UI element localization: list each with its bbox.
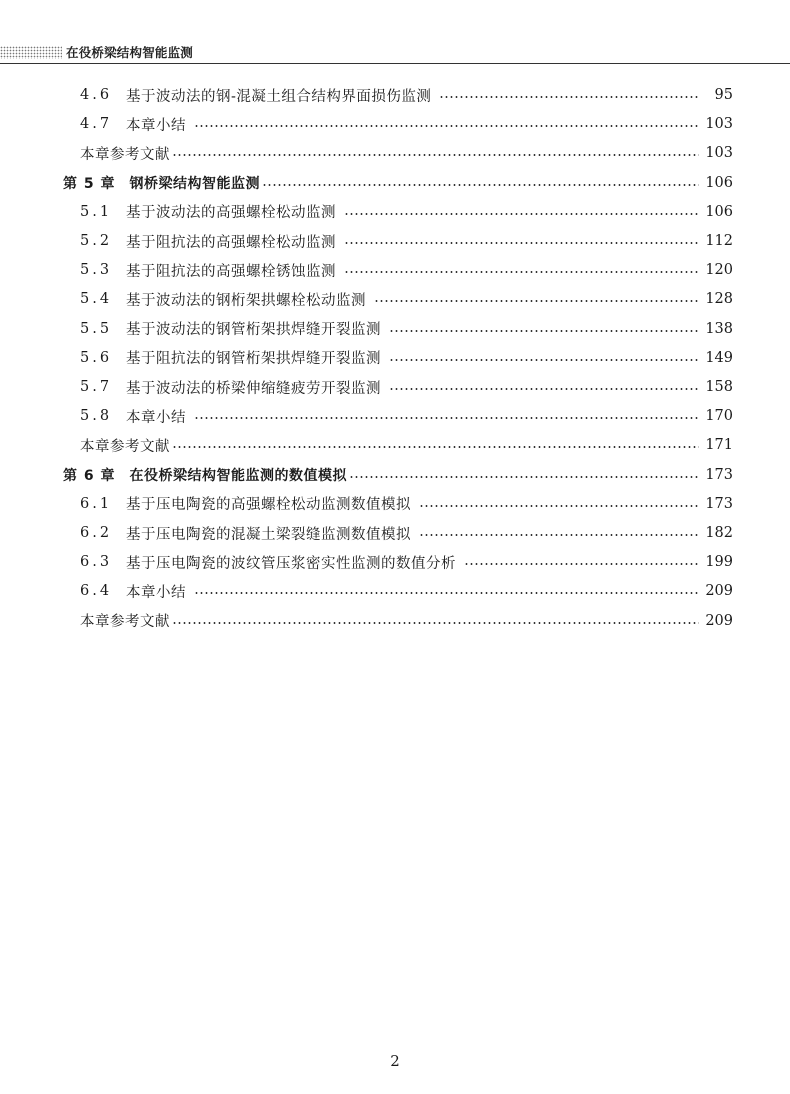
dot-leader [172,446,699,448]
dot-leader [389,388,699,390]
page-ref: 106 [705,174,733,191]
page-ref: 171 [705,437,733,454]
page-ref: 95 [714,87,733,103]
page-number: 2 [390,1052,400,1070]
chapter-number: 第 5 章 [63,175,116,192]
toc-section-row [80,286,733,312]
dot-leader [194,417,699,419]
toc-section-row [80,316,733,342]
section-number: 5.5 [80,320,113,337]
page-ref: 209 [705,612,733,629]
toc-references-row [80,140,733,166]
toc-section-row [80,403,733,429]
dot-leader [344,242,699,244]
section-title: 本章小结 [126,409,186,426]
page-ref: 112 [705,233,733,249]
chapter-title: 钢桥梁结构智能监测 [129,175,260,192]
dot-leader [172,154,699,156]
page-ref: 103 [705,116,733,133]
section-number: 5.8 [80,408,113,425]
chapter-title: 在役桥梁结构智能监测的数值模拟 [129,467,347,484]
dot-leader [389,359,699,361]
page-ref: 106 [705,203,733,220]
section-number: 4.7 [80,116,113,133]
section-title: 基于压电陶瓷的混凝土梁裂缝监测数值模拟 [126,526,411,543]
section-title: 基于波动法的高强螺栓松动监测 [126,205,336,222]
section-title: 基于阻抗法的钢管桁架拱焊缝开裂监测 [126,351,381,368]
section-number: 6.1 [80,495,113,512]
dot-leader [389,330,699,332]
section-title: 本章小结 [126,584,186,601]
toc-section-row [80,228,733,254]
section-number: 5.6 [80,349,113,366]
toc-section-row [80,257,733,283]
toc-section-row [80,199,733,225]
page-ref: 138 [705,320,733,337]
toc-section-row [80,345,733,371]
section-number: 6.2 [80,525,113,541]
section-title: 基于波动法的钢-混凝土组合结构界面损伤监测 [126,88,432,105]
page-ref: 209 [705,583,733,600]
section-title: 基于阻抗法的高强螺栓松动监测 [126,234,336,251]
toc-references-row [80,608,733,634]
section-number: 6.3 [80,554,113,571]
toc-section-row [80,549,733,575]
section-title: 基于波动法的钢管桁架拱焊缝开裂监测 [126,322,381,339]
section-title: 基于压电陶瓷的高强螺栓松动监测数值模拟 [126,497,411,514]
page-ref: 182 [705,525,733,541]
dot-leader [344,213,699,215]
dot-leader [349,476,699,478]
page-ref: 158 [705,379,733,395]
page-ref: 120 [705,262,733,279]
toc-chapter-row [63,170,733,196]
dot-leader [439,96,699,98]
page-ref: 103 [705,145,733,162]
section-title: 基于波动法的钢桁架拱螺栓松动监测 [126,292,366,309]
header-rule [0,63,790,64]
section-title: 本章参考文献 [80,438,170,455]
section-number: 5.4 [80,291,113,308]
dot-leader [374,300,699,302]
section-title: 基于阻抗法的高强螺栓锈蚀监测 [126,263,336,280]
toc-chapter-row [63,462,733,488]
dot-leader [419,534,699,536]
toc-section-row [80,491,733,517]
dot-leader [419,505,699,507]
section-title: 本章参考文献 [80,146,170,163]
page-ref: 128 [705,291,733,308]
toc-section-row [80,578,733,604]
section-number: 5.2 [80,233,113,249]
toc-section-row [80,82,733,108]
page-ref: 199 [705,554,733,571]
header-dot-pattern [0,46,62,59]
section-title: 本章小结 [126,117,186,134]
page-ref: 173 [705,466,733,483]
toc-references-row [80,432,733,458]
chapter-number: 第 6 章 [63,467,116,484]
toc-section-row [80,374,733,400]
section-number: 5.7 [80,379,113,395]
dot-leader [194,592,699,594]
section-number: 6.4 [80,583,113,600]
page-ref: 173 [705,495,733,512]
dot-leader [464,563,699,565]
section-title: 基于压电陶瓷的波纹管压浆密实性监测的数值分析 [126,555,456,572]
running-header [0,44,790,62]
section-title: 基于波动法的桥梁伸缩缝疲劳开裂监测 [126,380,381,397]
toc-section-row [80,520,733,546]
dot-leader [262,184,699,186]
page-ref: 170 [705,408,733,425]
dot-leader [194,125,699,127]
page-ref: 149 [705,349,733,366]
running-title: 在役桥梁结构智能监测 [66,45,194,60]
section-number: 4.6 [80,87,113,103]
section-title: 本章参考文献 [80,614,170,631]
section-number: 5.3 [80,262,113,279]
section-number: 5.1 [80,203,113,220]
dot-leader [344,271,699,273]
toc-section-row [80,111,733,137]
dot-leader [172,622,699,624]
